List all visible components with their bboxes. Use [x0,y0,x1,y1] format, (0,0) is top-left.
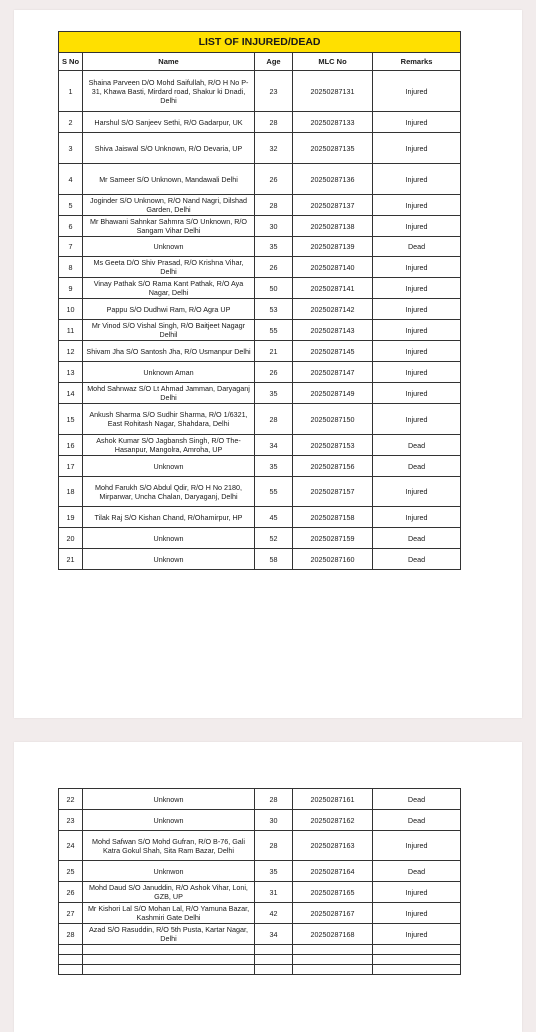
table-row [59,299,461,320]
cell-sno: 26 [59,882,83,903]
cell-sno: 20 [59,528,83,549]
table-row [59,789,461,810]
cell-age: 35 [255,383,293,404]
cell-age: 28 [255,789,293,810]
cell-mlc: 20250287153 [293,435,373,456]
table-header-row [59,53,461,71]
empty-table-row [59,965,461,975]
cell-mlc: 20250287142 [293,299,373,320]
cell-remarks: Injured [373,882,461,903]
cell-name: Azad S/O Rasuddin, R/O 5th Pusta, Kartar Nagar, Delhi [83,924,255,945]
cell-age: 35 [255,456,293,477]
cell-age: 32 [255,133,293,164]
cell-sno: 15 [59,404,83,435]
cell-remarks: Injured [373,903,461,924]
cell-age: 55 [255,477,293,507]
cell-remarks: Injured [373,383,461,404]
cell-age: 45 [255,507,293,528]
header-remarks: Remarks [373,53,461,71]
injured-dead-table [58,31,461,570]
cell-age: 28 [255,195,293,216]
cell-sno: 4 [59,164,83,195]
cell-name: Mohd Daud S/O Januddin, R/O Ashok Vihar, Loni, GZB, UP [83,882,255,903]
cell-remarks: Injured [373,831,461,861]
table-row [59,164,461,195]
cell-sno: 22 [59,789,83,810]
cell-remarks: Injured [373,71,461,112]
cell-age: 23 [255,71,293,112]
cell-age: 26 [255,362,293,383]
cell-remarks: Injured [373,195,461,216]
cell-sno: 12 [59,341,83,362]
cell-age: 34 [255,435,293,456]
cell-name: Mohd Sahnwaz S/O Lt Ahmad Jamman, Daryaganj Delhi [83,383,255,404]
table-title-row [59,32,461,53]
cell-name: Unknown [83,810,255,831]
table-row [59,477,461,507]
table-row [59,71,461,112]
table-row [59,237,461,257]
cell-sno: 2 [59,112,83,133]
table-row [59,216,461,237]
empty-table-row [59,955,461,965]
cell-age: 55 [255,320,293,341]
cell-remarks: Injured [373,257,461,278]
cell-sno: 7 [59,237,83,257]
cell-sno: 3 [59,133,83,164]
cell-age: 53 [255,299,293,320]
header-mlc: MLC No [293,53,373,71]
table-row [59,810,461,831]
document-page-1 [14,10,522,718]
empty-cell [59,965,83,975]
cell-remarks: Injured [373,924,461,945]
cell-sno: 16 [59,435,83,456]
cell-remarks: Injured [373,216,461,237]
table-title: LIST OF INJURED/DEAD [59,32,461,53]
table-row [59,831,461,861]
table-row [59,882,461,903]
cell-sno: 18 [59,477,83,507]
cell-sno: 8 [59,257,83,278]
cell-name: Tilak Raj S/O Kishan Chand, R/Ohamirpur, HP [83,507,255,528]
cell-mlc: 20250287150 [293,404,373,435]
empty-table-row [59,945,461,955]
cell-sno: 13 [59,362,83,383]
cell-mlc: 20250287164 [293,861,373,882]
cell-name: Unknown [83,237,255,257]
cell-mlc: 20250287143 [293,320,373,341]
cell-name: Unknwon [83,861,255,882]
cell-sno: 28 [59,924,83,945]
empty-cell [255,965,293,975]
header-sno: S No [59,53,83,71]
cell-mlc: 20250287141 [293,278,373,299]
cell-sno: 10 [59,299,83,320]
cell-name: Mr Sameer S/O Unknown, Mandawali Delhi [83,164,255,195]
cell-mlc: 20250287149 [293,383,373,404]
cell-mlc: 20250287158 [293,507,373,528]
empty-cell [373,965,461,975]
cell-mlc: 20250287139 [293,237,373,257]
cell-remarks: Dead [373,861,461,882]
cell-name: Mr Kishori Lal S/O Mohan Lal, R/O Yamuna Bazar, Kashmiri Gate Delhi [83,903,255,924]
table-body-page-1 [59,71,461,570]
table-row [59,320,461,341]
cell-sno: 19 [59,507,83,528]
empty-cell [59,945,83,955]
cell-name: Mr Vinod S/O Vishal Singh, R/O Baitjeet Nagagr Delhil [83,320,255,341]
cell-age: 28 [255,112,293,133]
cell-mlc: 20250287131 [293,71,373,112]
cell-remarks: Dead [373,435,461,456]
cell-mlc: 20250287159 [293,528,373,549]
table-row [59,195,461,216]
header-name: Name [83,53,255,71]
cell-remarks: Injured [373,477,461,507]
table-row [59,507,461,528]
cell-remarks: Dead [373,528,461,549]
cell-age: 50 [255,278,293,299]
cell-mlc: 20250287145 [293,341,373,362]
empty-cell [293,965,373,975]
cell-age: 35 [255,861,293,882]
cell-name: Unknown [83,549,255,570]
cell-sno: 27 [59,903,83,924]
cell-sno: 21 [59,549,83,570]
empty-cell [255,955,293,965]
empty-cell [83,945,255,955]
cell-name: Mohd Safwan S/O Mohd Gufran, R/O B-76, Gali Katra Gokul Shah, Sita Ram Bazar, Delhi [83,831,255,861]
cell-mlc: 20250287140 [293,257,373,278]
cell-sno: 1 [59,71,83,112]
table-row [59,435,461,456]
cell-remarks: Dead [373,237,461,257]
table-body-page-2 [59,789,461,975]
cell-mlc: 20250287167 [293,903,373,924]
cell-name: Mr Bhawani Sahnkar Sahmra S/O Unknown, R/O Sangam Vihar Delhi [83,216,255,237]
cell-remarks: Injured [373,133,461,164]
table-row [59,861,461,882]
injured-dead-table-continued [58,788,461,975]
cell-name: Unknown [83,528,255,549]
table-row [59,924,461,945]
table-row [59,383,461,404]
cell-age: 30 [255,216,293,237]
cell-name: Vinay Pathak S/O Rama Kant Pathak, R/O Aya Nagar, Delhi [83,278,255,299]
cell-remarks: Injured [373,320,461,341]
table-row [59,528,461,549]
cell-age: 58 [255,549,293,570]
cell-mlc: 20250287163 [293,831,373,861]
cell-age: 35 [255,237,293,257]
cell-remarks: Dead [373,789,461,810]
cell-sno: 23 [59,810,83,831]
cell-remarks: Dead [373,810,461,831]
cell-name: Unknown [83,789,255,810]
cell-age: 52 [255,528,293,549]
cell-remarks: Injured [373,507,461,528]
cell-name: Pappu S/O Dudhwi Ram, R/O Agra UP [83,299,255,320]
table-row [59,257,461,278]
cell-sno: 14 [59,383,83,404]
cell-mlc: 20250287162 [293,810,373,831]
table-row [59,341,461,362]
empty-cell [83,965,255,975]
table-row [59,133,461,164]
cell-sno: 5 [59,195,83,216]
cell-remarks: Injured [373,341,461,362]
cell-age: 30 [255,810,293,831]
cell-age: 21 [255,341,293,362]
cell-mlc: 20250287138 [293,216,373,237]
cell-age: 34 [255,924,293,945]
header-age: Age [255,53,293,71]
cell-remarks: Injured [373,404,461,435]
cell-mlc: 20250287156 [293,456,373,477]
cell-name: Ashok Kumar S/O Jagbansh Singh, R/O The-Hasanpur, Mangolra, Amroha, UP [83,435,255,456]
cell-mlc: 20250287157 [293,477,373,507]
cell-name: Joginder S/O Unknown, R/O Nand Nagri, Dilshad Garden, Delhi [83,195,255,216]
cell-mlc: 20250287133 [293,112,373,133]
cell-name: Harshul S/O Sanjeev Sethi, R/O Gadarpur, UK [83,112,255,133]
cell-sno: 6 [59,216,83,237]
cell-sno: 24 [59,831,83,861]
cell-mlc: 20250287137 [293,195,373,216]
empty-cell [83,955,255,965]
table-row [59,903,461,924]
cell-sno: 11 [59,320,83,341]
cell-age: 31 [255,882,293,903]
cell-name: Unknown Aman [83,362,255,383]
cell-age: 26 [255,164,293,195]
cell-name: Ankush Sharma S/O Sudhir Sharma, R/O 1/6321, East Rohitash Nagar, Shahdara, Delhi [83,404,255,435]
cell-mlc: 20250287135 [293,133,373,164]
cell-sno: 17 [59,456,83,477]
empty-cell [59,955,83,965]
table-row [59,549,461,570]
cell-remarks: Dead [373,549,461,570]
cell-remarks: Injured [373,164,461,195]
cell-name: Unknown [83,456,255,477]
cell-name: Ms Geeta D/O Shiv Prasad, R/O Krishna Vihar, Delhi [83,257,255,278]
cell-age: 42 [255,903,293,924]
empty-cell [293,955,373,965]
empty-cell [255,945,293,955]
cell-age: 28 [255,404,293,435]
empty-cell [373,955,461,965]
cell-remarks: Injured [373,112,461,133]
empty-cell [293,945,373,955]
cell-name: Shivam Jha S/O Santosh Jha, R/O Usmanpur Delhi [83,341,255,362]
table-row [59,362,461,383]
cell-sno: 25 [59,861,83,882]
cell-mlc: 20250287147 [293,362,373,383]
cell-remarks: Dead [373,456,461,477]
empty-cell [373,945,461,955]
cell-mlc: 20250287161 [293,789,373,810]
table-row [59,112,461,133]
cell-remarks: Injured [373,362,461,383]
cell-name: Shaina Parveen D/O Mohd Saifullah, R/O H No P-31, Khawa Basti, Mirdard road, Shakur ki Dnadi, Delhi [83,71,255,112]
cell-age: 26 [255,257,293,278]
cell-mlc: 20250287165 [293,882,373,903]
table-row [59,404,461,435]
cell-mlc: 20250287168 [293,924,373,945]
table-row [59,456,461,477]
document-page-2 [14,742,522,1032]
cell-name: Mohd Farukh S/O Abdul Qdir, R/O H No 2180, Mirparwar, Uncha Chalan, Daryaganj, Delhi [83,477,255,507]
cell-sno: 9 [59,278,83,299]
cell-mlc: 20250287136 [293,164,373,195]
table-row [59,278,461,299]
cell-remarks: Injured [373,278,461,299]
cell-remarks: Injured [373,299,461,320]
cell-age: 28 [255,831,293,861]
cell-name: Shiva Jaiswal S/O Unknown, R/O Devaria, UP [83,133,255,164]
cell-mlc: 20250287160 [293,549,373,570]
